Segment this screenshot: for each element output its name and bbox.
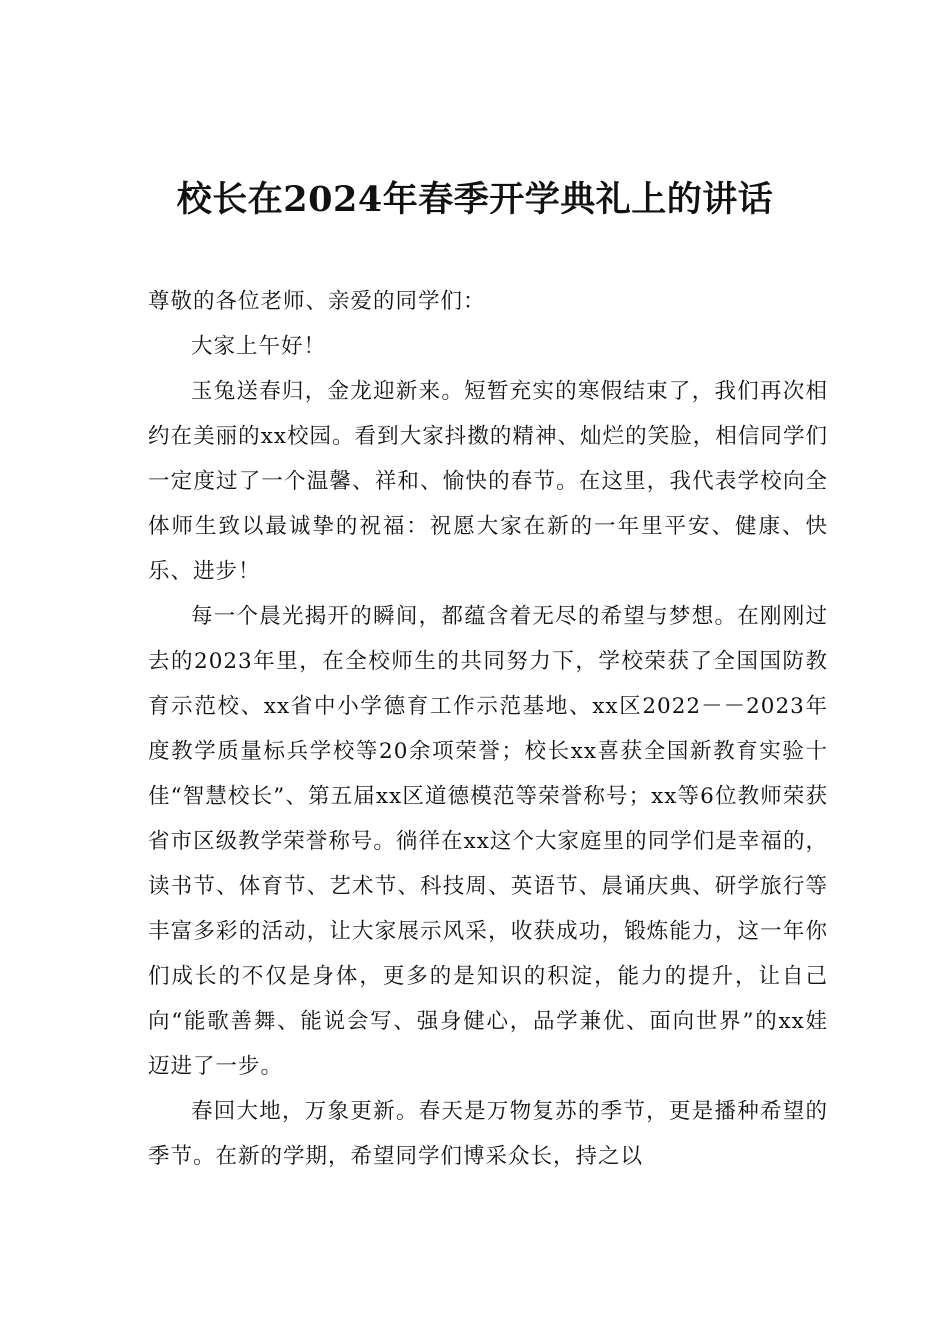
paragraph-greeting: 大家上午好！: [191, 334, 327, 359]
paragraph-achievements: 每一个晨光揭开的瞬间，都蕴含着无尽的希望与梦想。在刚刚过去的2023年里，在全校师生的共同努力下，学校荣获了全国国防教育示范校、xx省中小学德育工作示范基地、xx区2022－－2023年度教学质量标兵学校等20余项荣誉；校长xx喜获全国新教育实验十佳“智慧校长”、第五届xx区道德模范等荣誉称号；xx等6位教师荣获省市区级教学荣誉称号。徜徉在xx这个大家庭里的同学们是幸福的，读书节、体育节、艺术节、科技周、英语节、晨诵庆典、研学旅行等丰富多彩的活动，让大家展示风采，收获成功，锻炼能力，这一年你们成长的不仅是身体，更多的是知识的积淀，能力的提升，让自己向“能歌善舞、能说会写、强身健心，品学兼优、面向世界”的xx娃迈进了一步。: [148, 604, 828, 1079]
salutation: 尊敬的各位老师、亲爱的同学们：: [148, 289, 486, 314]
document-body: [148, 279, 828, 1179]
paragraph-new-year-wishes: 玉兔送春归，金龙迎新来。短暂充实的寒假结束了，我们再次相约在美丽的xx校园。看到大家抖擞的精神、灿烂的笑脸，相信同学们一定度过了一个温馨、祥和、愉快的春节。在这里，我代表学校向全体师生致以最诚挚的祝福：祝愿大家在新的一年里平安、健康、快乐、进步！: [148, 379, 828, 584]
paragraph-spring-hopes: 春回大地，万象更新。春天是万物复苏的季节，更是播种希望的季节。在新的学期，希望同学们博采众长，持之以: [148, 1099, 828, 1169]
document-title: 校长在2024年春季开学典礼上的讲话: [176, 179, 774, 220]
